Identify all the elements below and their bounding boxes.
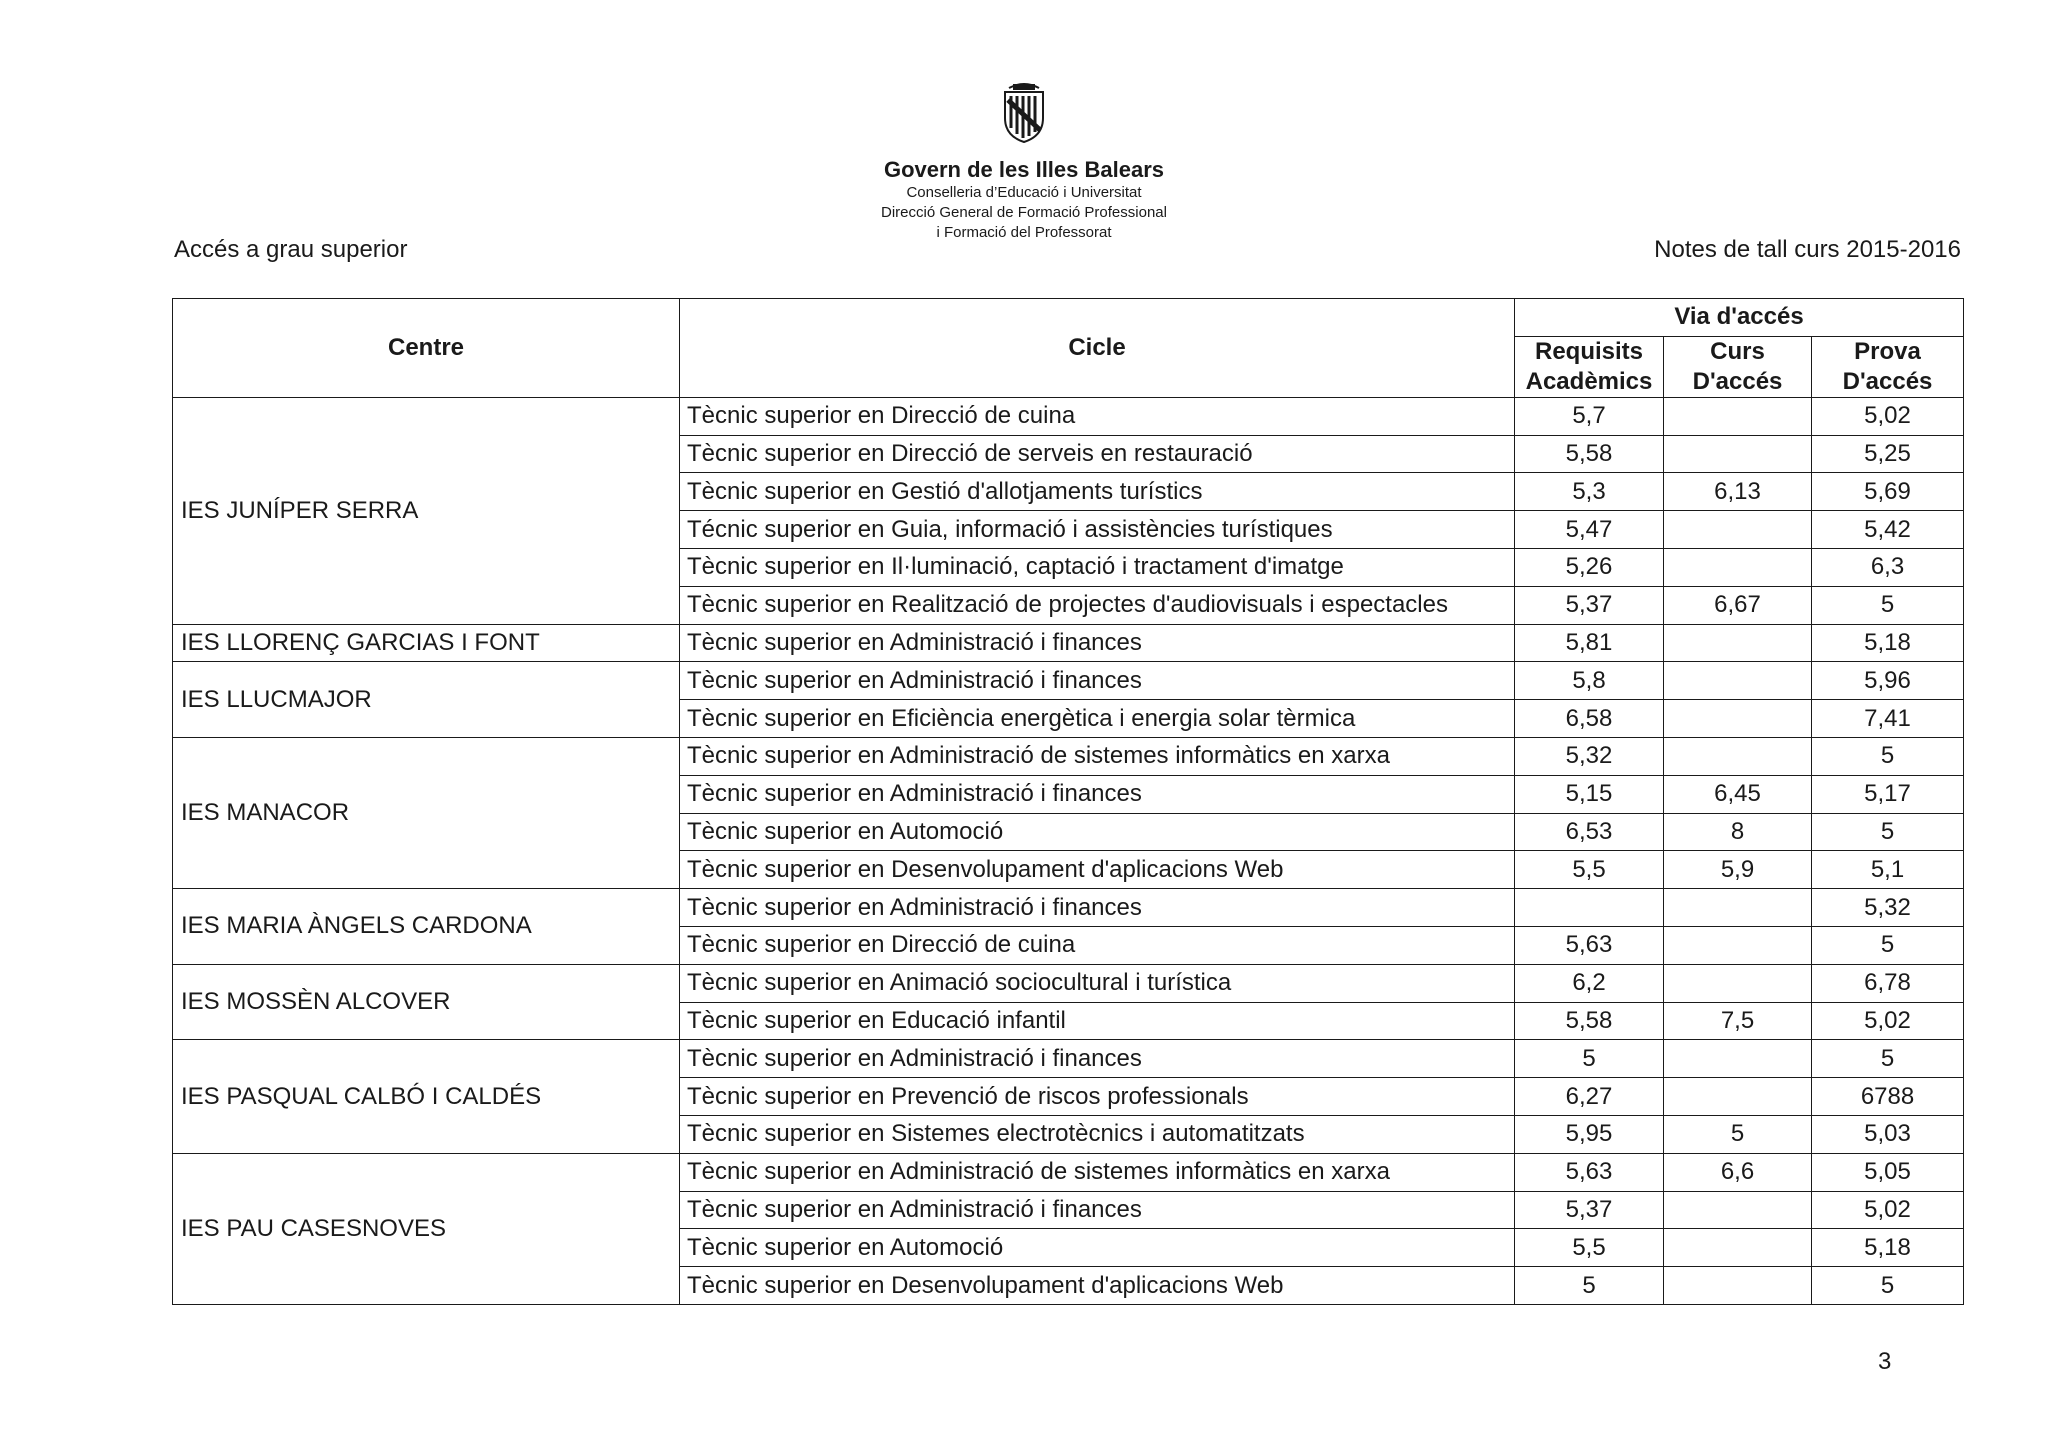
cycle-name: Tècnic superior en Animació sociocultural i turística — [680, 964, 1515, 1002]
table-row — [173, 662, 1964, 700]
centre-name: IES PASQUAL CALBÓ I CALDÉS — [173, 1040, 680, 1153]
requisits-value: 5,32 — [1515, 737, 1664, 775]
requisits-value: 5,5 — [1515, 1229, 1664, 1267]
curs-value — [1664, 1040, 1812, 1078]
document-course: Notes de tall curs 2015-2016 — [1654, 236, 1961, 263]
prova-value: 5,02 — [1812, 397, 1964, 435]
cycle-name: Tècnic superior en Desenvolupament d'aplicacions Web — [680, 1267, 1515, 1305]
cycle-name: Tècnic superior en Administració i finances — [680, 1191, 1515, 1229]
cycle-name: Tècnic superior en Sistemes electrotècnics i automatitzats — [680, 1115, 1515, 1153]
requisits-value: 5,8 — [1515, 662, 1664, 700]
table-row — [173, 1153, 1964, 1191]
curs-value — [1664, 737, 1812, 775]
prova-value: 5,02 — [1812, 1191, 1964, 1229]
curs-value — [1664, 700, 1812, 738]
table-row — [173, 889, 1964, 927]
prova-value: 5,02 — [1812, 1002, 1964, 1040]
cycle-name: Tècnic superior en Direcció de cuina — [680, 397, 1515, 435]
prova-value: 5 — [1812, 1040, 1964, 1078]
prova-value: 6,78 — [1812, 964, 1964, 1002]
cycle-name: Tècnic superior en Administració i finances — [680, 1040, 1515, 1078]
document-subject: Accés a grau superior — [174, 236, 408, 263]
requisits-value: 6,58 — [1515, 700, 1664, 738]
requisits-value: 5,47 — [1515, 511, 1664, 549]
requisits-value: 5,63 — [1515, 1153, 1664, 1191]
prova-value: 5 — [1812, 586, 1964, 624]
curs-value — [1664, 1078, 1812, 1116]
centre-name: IES LLUCMAJOR — [173, 662, 680, 738]
cycle-name: Tècnic superior en Eficiència energètica i energia solar tèrmica — [680, 700, 1515, 738]
prova-value: 5,69 — [1812, 473, 1964, 511]
coat-of-arms-icon — [999, 82, 1049, 144]
curs-value — [1664, 889, 1812, 927]
centre-name: IES LLORENÇ GARCIAS I FONT — [173, 624, 680, 662]
cutoff-grades-table — [172, 298, 1964, 1305]
cycle-name: Tècnic superior en Automoció — [680, 813, 1515, 851]
requisits-value: 5,81 — [1515, 624, 1664, 662]
requisits-value: 6,27 — [1515, 1078, 1664, 1116]
prova-value: 5,25 — [1812, 435, 1964, 473]
cycle-name: Tècnic superior en Prevenció de riscos professionals — [680, 1078, 1515, 1116]
curs-value — [1664, 1229, 1812, 1267]
curs-value: 6,45 — [1664, 775, 1812, 813]
cycle-name: Tècnic superior en Realització de projectes d'audiovisuals i espectacles — [680, 586, 1515, 624]
header-via-acces: Via d'accés — [1515, 299, 1964, 337]
curs-value: 8 — [1664, 813, 1812, 851]
requisits-value: 5,26 — [1515, 548, 1664, 586]
prova-value: 5 — [1812, 737, 1964, 775]
prova-value: 5,18 — [1812, 1229, 1964, 1267]
curs-value — [1664, 511, 1812, 549]
prova-value: 5 — [1812, 926, 1964, 964]
department-line: Direcció General de Formació Professional — [881, 204, 1167, 221]
curs-value — [1664, 926, 1812, 964]
cycle-name: Tècnic superior en Administració i finances — [680, 889, 1515, 927]
curs-value: 6,67 — [1664, 586, 1812, 624]
prova-value: 5,17 — [1812, 775, 1964, 813]
header-prova-acces: Prova D'accés — [1812, 336, 1964, 397]
requisits-value: 5,15 — [1515, 775, 1664, 813]
prova-value: 5,1 — [1812, 851, 1964, 889]
requisits-value: 5,63 — [1515, 926, 1664, 964]
requisits-value: 5,37 — [1515, 1191, 1664, 1229]
department-line: Conselleria d’Educació i Universitat — [906, 184, 1142, 201]
table-row — [173, 1040, 1964, 1078]
header-cicle: Cicle — [680, 299, 1515, 398]
curs-value: 5 — [1664, 1115, 1812, 1153]
requisits-value: 5,58 — [1515, 1002, 1664, 1040]
prova-value: 5 — [1812, 1267, 1964, 1305]
header-curs-acces: Curs D'accés — [1664, 336, 1812, 397]
prova-value: 5,05 — [1812, 1153, 1964, 1191]
cycle-name: Tècnic superior en Administració de sistemes informàtics en xarxa — [680, 737, 1515, 775]
requisits-value: 5,37 — [1515, 586, 1664, 624]
cycle-name: Tècnic superior en Administració de sistemes informàtics en xarxa — [680, 1153, 1515, 1191]
curs-value — [1664, 662, 1812, 700]
cycle-name: Tècnic superior en Educació infantil — [680, 1002, 1515, 1040]
prova-value: 5,18 — [1812, 624, 1964, 662]
requisits-value: 6,53 — [1515, 813, 1664, 851]
department-line: i Formació del Professorat — [936, 224, 1112, 241]
cycle-name: Tècnic superior en Administració i finances — [680, 662, 1515, 700]
curs-value — [1664, 548, 1812, 586]
curs-value: 7,5 — [1664, 1002, 1812, 1040]
curs-value — [1664, 1191, 1812, 1229]
prova-value: 5,96 — [1812, 662, 1964, 700]
organization-name: Govern de les Illes Balears — [883, 157, 1165, 182]
centre-name: IES PAU CASESNOVES — [173, 1153, 680, 1304]
table-row — [173, 737, 1964, 775]
cycle-name: Tècnic superior en Administració i finances — [680, 775, 1515, 813]
cycle-name: Tècnic superior en Gestió d'allotjaments turístics — [680, 473, 1515, 511]
curs-value — [1664, 624, 1812, 662]
curs-value — [1664, 1267, 1812, 1305]
curs-value — [1664, 964, 1812, 1002]
page-number: 3 — [1878, 1348, 1892, 1375]
cycle-name: Tècnic superior en Direcció de serveis en restauració — [680, 435, 1515, 473]
cycle-name: Tècnic superior en Automoció — [680, 1229, 1515, 1267]
requisits-value: 5,7 — [1515, 397, 1664, 435]
table-body — [173, 397, 1964, 1304]
requisits-value: 5 — [1515, 1267, 1664, 1305]
header-centre: Centre — [173, 299, 680, 398]
prova-value: 5,42 — [1812, 511, 1964, 549]
prova-value: 5,32 — [1812, 889, 1964, 927]
requisits-value: 5,95 — [1515, 1115, 1664, 1153]
cycle-name: Tècnic superior en Desenvolupament d'aplicacions Web — [680, 851, 1515, 889]
letterhead — [0, 82, 2048, 243]
table-row — [173, 397, 1964, 435]
prova-value: 6788 — [1812, 1078, 1964, 1116]
centre-name: IES MOSSÈN ALCOVER — [173, 964, 680, 1040]
prova-value: 5,03 — [1812, 1115, 1964, 1153]
table-row — [173, 624, 1964, 662]
prova-value: 5 — [1812, 813, 1964, 851]
centre-name: IES MANACOR — [173, 737, 680, 888]
cycle-name: Técnic superior en Guia, informació i assistències turístiques — [680, 511, 1515, 549]
requisits-value: 5 — [1515, 1040, 1664, 1078]
curs-value: 5,9 — [1664, 851, 1812, 889]
cycle-name: Tècnic superior en Il·luminació, captació i tractament d'imatge — [680, 548, 1515, 586]
requisits-value: 5,58 — [1515, 435, 1664, 473]
cycle-name: Tècnic superior en Direcció de cuina — [680, 926, 1515, 964]
curs-value — [1664, 397, 1812, 435]
requisits-value: 5,5 — [1515, 851, 1664, 889]
requisits-value — [1515, 889, 1664, 927]
header-requisits-academics: Requisits Acadèmics — [1515, 336, 1664, 397]
curs-value — [1664, 435, 1812, 473]
cycle-name: Tècnic superior en Administració i finances — [680, 624, 1515, 662]
requisits-value: 6,2 — [1515, 964, 1664, 1002]
table-row — [173, 964, 1964, 1002]
curs-value: 6,13 — [1664, 473, 1812, 511]
prova-value: 7,41 — [1812, 700, 1964, 738]
centre-name: IES JUNÍPER SERRA — [173, 397, 680, 624]
centre-name: IES MARIA ÀNGELS CARDONA — [173, 889, 680, 965]
prova-value: 6,3 — [1812, 548, 1964, 586]
curs-value: 6,6 — [1664, 1153, 1812, 1191]
requisits-value: 5,3 — [1515, 473, 1664, 511]
